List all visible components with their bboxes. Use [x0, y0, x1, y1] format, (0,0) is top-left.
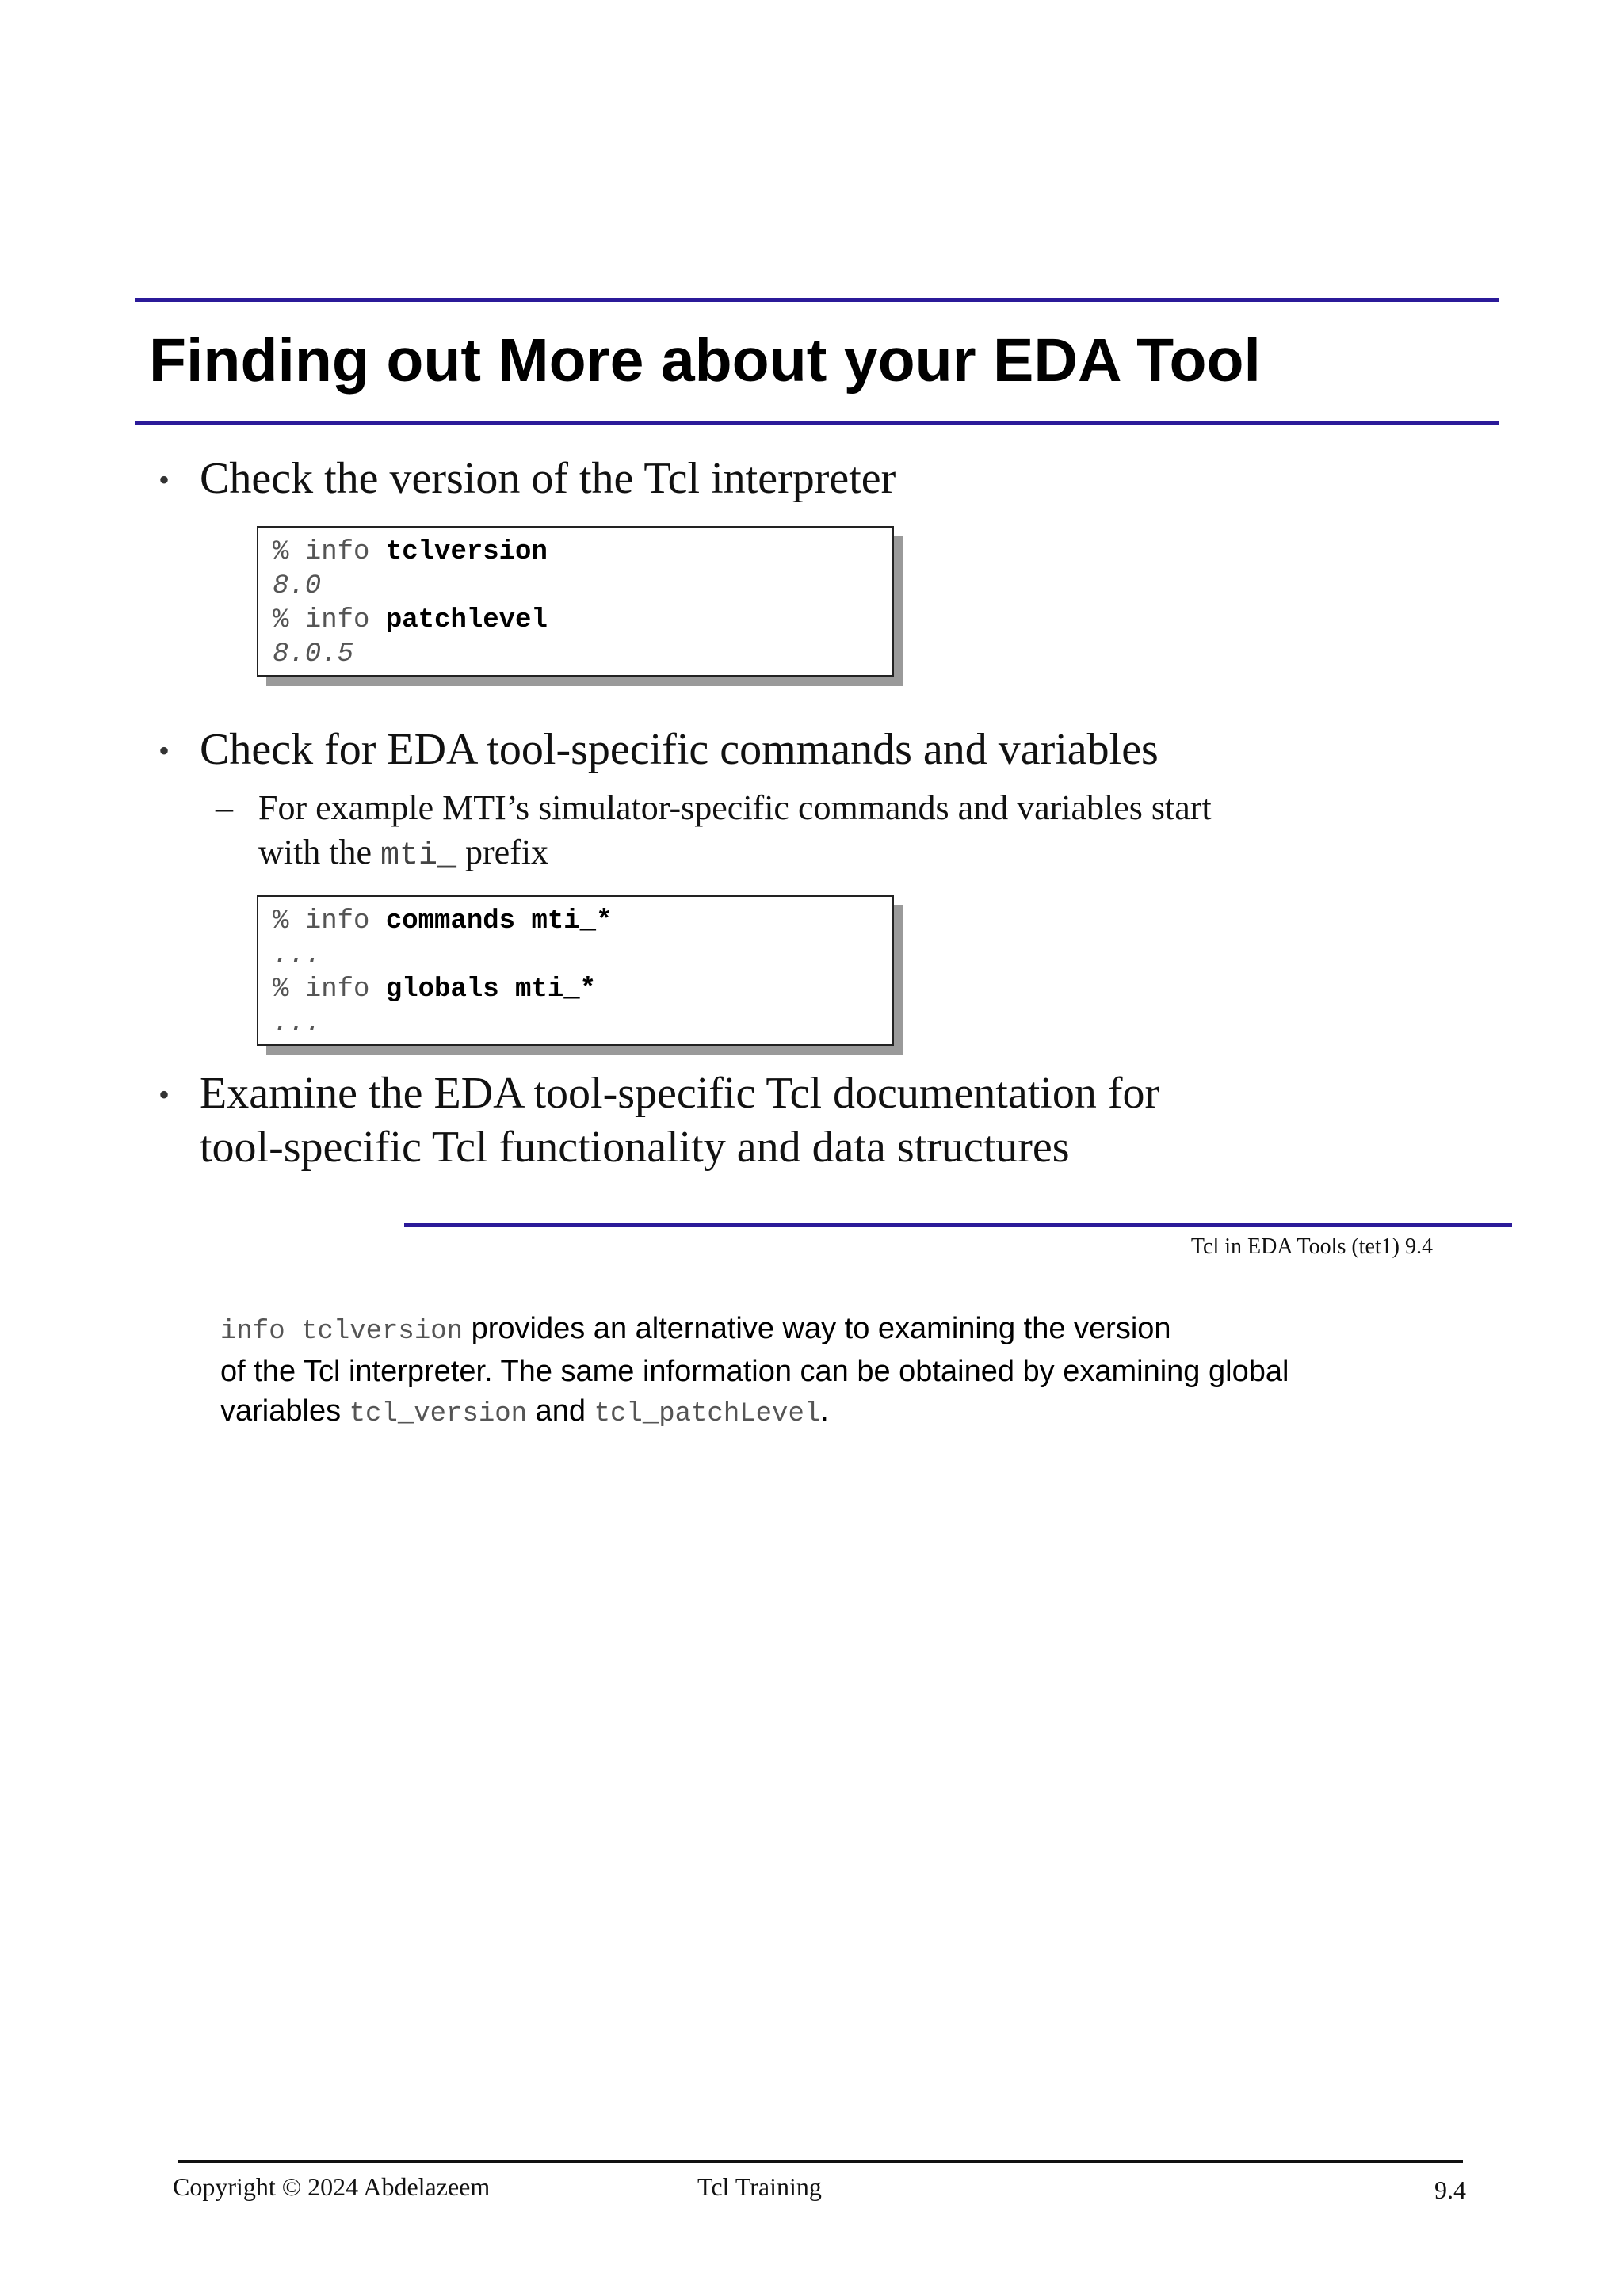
code-output: 8.0	[273, 571, 322, 601]
inline-code: tcl_version	[349, 1399, 528, 1429]
code-keyword: tclversion	[385, 537, 548, 567]
title-bottom-rule	[135, 421, 1499, 425]
inline-code: tcl_patchLevel	[594, 1399, 821, 1429]
code-line	[273, 604, 892, 638]
footer-page-number: 9.4	[1434, 2176, 1466, 2204]
footer-course: Tcl Training	[697, 2172, 822, 2201]
code-keyword: globals mti_*	[385, 974, 597, 1005]
notes-line-2: of the Tcl interpreter. The same information can be obtained by examining global	[220, 1355, 1289, 1388]
code-line	[273, 973, 892, 1007]
bullet-3-line-1: Examine the EDA tool-specific Tcl documentation for	[200, 1069, 1160, 1118]
slide-caption: Tcl in EDA Tools (tet1) 9.4	[1190, 1234, 1433, 1259]
bullet-3-line-2: tool-specific Tcl functionality and data structures	[200, 1123, 1070, 1172]
code-keyword: commands mti_*	[385, 906, 613, 936]
sub-bullet-line-1: For example MTI’s simulator-specific commands and variables start	[258, 788, 1212, 827]
code-output: ...	[273, 1009, 322, 1039]
code-prompt: % info	[273, 906, 386, 936]
bullet-marker: •	[158, 1077, 170, 1112]
speaker-notes	[220, 1309, 1504, 1434]
code-block-1	[257, 526, 894, 677]
sub-bullet-line-2	[258, 830, 548, 879]
bullet-marker: •	[158, 733, 170, 769]
code-prompt: % info	[273, 605, 386, 635]
inline-code: mti_	[380, 838, 456, 874]
notes-text: provides an alternative way to examining the version	[463, 1312, 1171, 1345]
footer-rule	[178, 2160, 1463, 2163]
notes-text: variables	[220, 1394, 349, 1428]
code-block-2	[257, 895, 894, 1046]
inline-code: info tclversion	[220, 1317, 464, 1347]
code-line	[273, 905, 892, 939]
slide-bottom-rule	[404, 1223, 1512, 1227]
code-output: 8.0.5	[273, 639, 354, 669]
code-prompt: % info	[273, 537, 386, 567]
sub-bullet-dash: –	[216, 788, 233, 827]
code-line	[273, 536, 892, 570]
notes-line-1	[220, 1309, 1504, 1352]
bullet-2-text: Check for EDA tool-specific commands and variables	[200, 725, 1159, 774]
code-prompt: % info	[273, 974, 386, 1005]
sub-text: prefix	[456, 833, 549, 871]
code-keyword: patchlevel	[385, 605, 548, 635]
title-top-rule	[135, 298, 1499, 302]
notes-line-3	[220, 1391, 1504, 1434]
code-output: ...	[273, 940, 322, 971]
bullet-marker: •	[158, 462, 170, 498]
footer-copyright: Copyright © 2024 Abdelazeem	[173, 2172, 491, 2201]
slide-title: Finding out More about your EDA Tool	[149, 326, 1261, 395]
notes-text: .	[820, 1394, 829, 1428]
notes-text: and	[527, 1394, 594, 1428]
bullet-1-text: Check the version of the Tcl interpreter	[200, 454, 896, 503]
sub-text: with the	[258, 833, 380, 871]
